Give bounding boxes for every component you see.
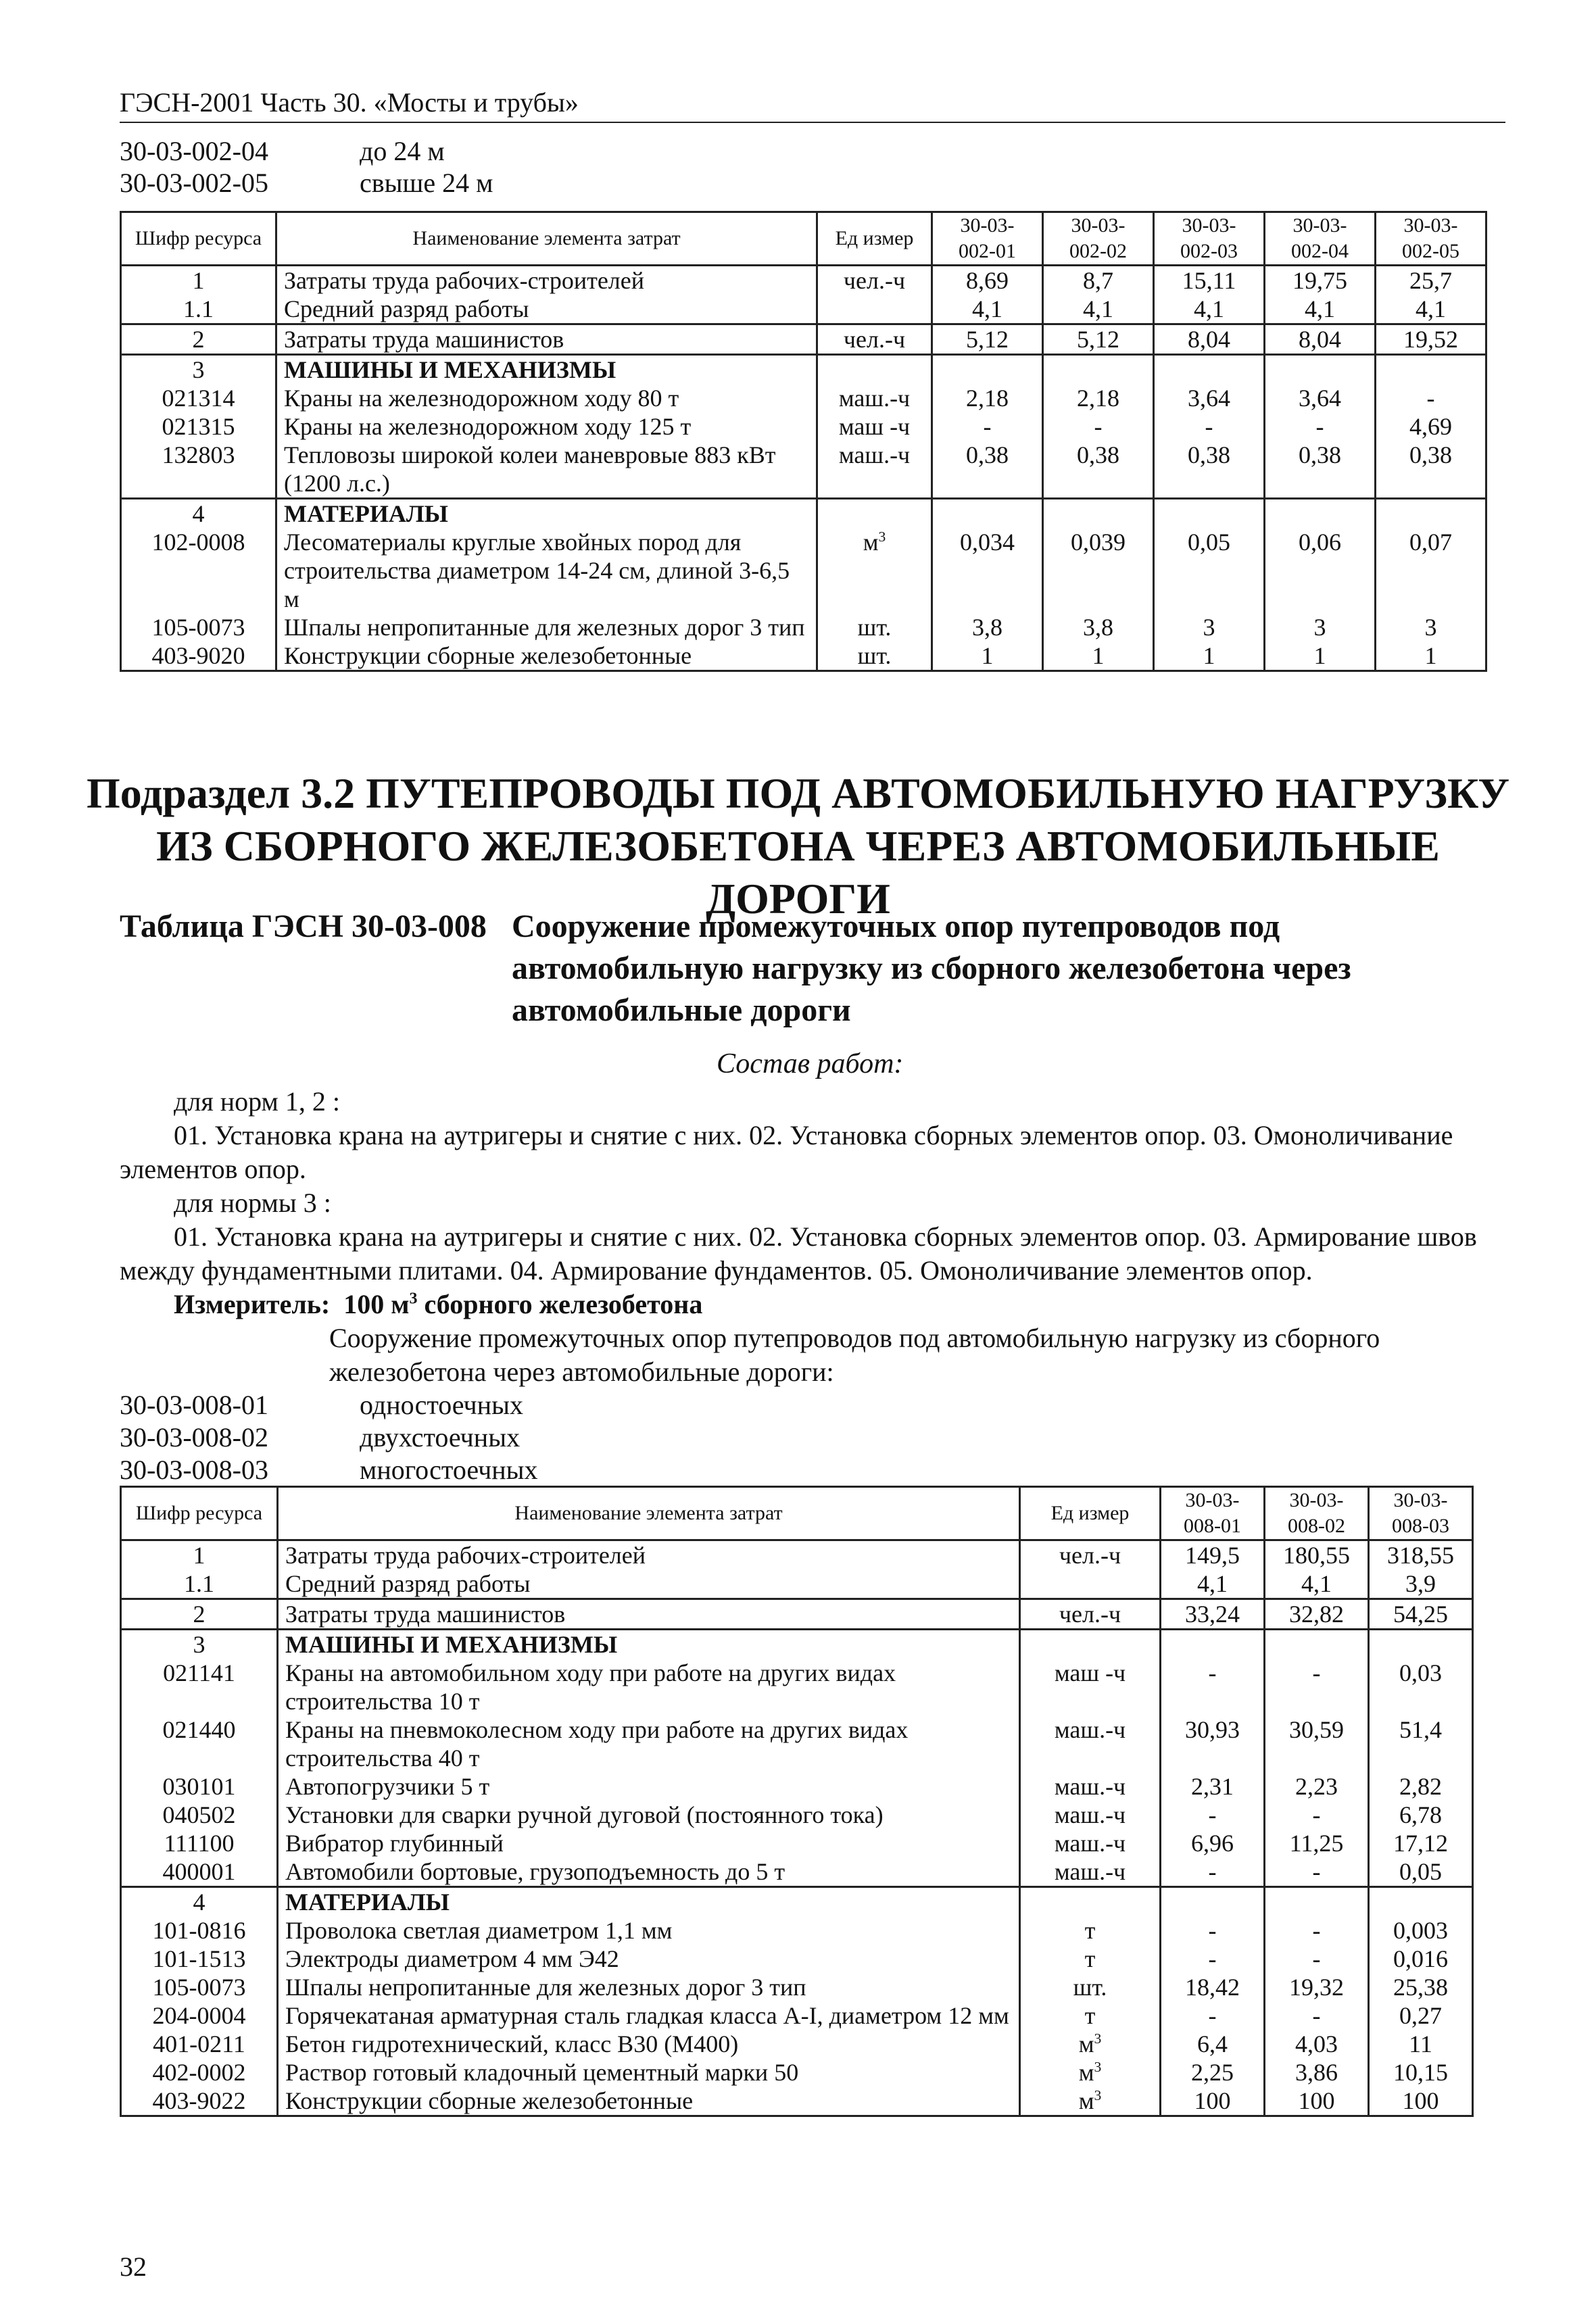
norm-value: [1265, 1630, 1369, 1659]
norm-value: 11: [1369, 2030, 1473, 2058]
norm-value: 0,039: [1043, 528, 1154, 613]
norm-value: 18,42: [1161, 1973, 1265, 2001]
norm-value: 19,52: [1376, 324, 1486, 355]
norm-value: -: [1265, 412, 1376, 441]
norm-value: 0,38: [1376, 441, 1486, 499]
unit: т: [1020, 1945, 1161, 1973]
column-header: Наименование элемента затрат: [276, 212, 817, 266]
norm-value: 0,38: [1043, 441, 1154, 499]
resource-name: Конструкции сборные железобетонные: [278, 2087, 1020, 2116]
norm-value: 25,38: [1369, 1973, 1473, 2001]
resource-code: 3: [121, 1630, 278, 1659]
table-row: [121, 528, 1486, 613]
norm-value: -: [1161, 1801, 1265, 1829]
unit: [817, 295, 932, 324]
resource-code: 132803: [121, 441, 276, 499]
norm-value: 4,1: [1154, 295, 1265, 324]
running-head: ГЭСН-2001 Часть 30. «Мосты и трубы»: [120, 87, 579, 118]
norm-code: 30-03-008-01: [120, 1390, 268, 1420]
norm-code: 30-03-008-03: [120, 1455, 268, 1485]
resource-name: МАШИНЫ И МЕХАНИЗМЫ: [278, 1630, 1020, 1659]
resource-name: Средний разряд работы: [278, 1569, 1020, 1599]
norm-line: [120, 1421, 537, 1454]
norm-value: 3,9: [1369, 1569, 1473, 1599]
column-header: Ед измер: [817, 212, 932, 266]
unit: маш.-ч: [817, 384, 932, 412]
unit-text: $м^3$: [1078, 2030, 1102, 2057]
norm-value: 10,15: [1369, 2058, 1473, 2087]
norms-list-2: [120, 1389, 537, 1486]
column-header: Шифр ресурса: [121, 212, 276, 266]
norm-value: 0,06: [1265, 528, 1376, 613]
unit: маш.-ч: [1020, 1829, 1161, 1857]
norm-value: 2,18: [932, 384, 1043, 412]
table-row: [121, 1599, 1473, 1630]
norm-value: 100: [1161, 2087, 1265, 2116]
norm-value: 3,8: [1043, 613, 1154, 641]
table-row: [121, 324, 1486, 355]
resource-code: 1: [121, 1540, 278, 1570]
norm-value: [1161, 1630, 1265, 1659]
table-row: [121, 1801, 1473, 1829]
unit-text: $м^3$: [863, 529, 886, 556]
meter-value: 100 м: [343, 1289, 410, 1319]
resource-code: 400001: [121, 1857, 278, 1887]
resource-name: Краны на пневмоколесном ходу при работе на других видах строительства 40 т: [278, 1715, 1020, 1772]
meter-label: Измеритель:: [174, 1289, 331, 1319]
norm-value: 19,32: [1265, 1973, 1369, 2001]
column-header: 30-03- 008-02: [1265, 1487, 1369, 1540]
resource-name: Автопогрузчики 5 т: [278, 1772, 1020, 1801]
norm-value: 2,82: [1369, 1772, 1473, 1801]
norm-value: 4,1: [1265, 295, 1376, 324]
norm-value: 4,69: [1376, 412, 1486, 441]
unit: маш -ч: [1020, 1659, 1161, 1715]
resource-code: 3: [121, 355, 276, 385]
table-row: [121, 1945, 1473, 1973]
norm-value: 2,23: [1265, 1772, 1369, 1801]
resource-name: Раствор готовый кладочный цементный марки 50: [278, 2058, 1020, 2087]
table-row: [121, 641, 1486, 671]
norm-value: 2,31: [1161, 1772, 1265, 1801]
column-header: 30-03- 002-04: [1265, 212, 1376, 266]
norm-value: 0,38: [1154, 441, 1265, 499]
resource-name: Бетон гидротехнический, класс В30 (М400): [278, 2030, 1020, 2058]
table-row: [121, 1715, 1473, 1772]
norm-value: [1265, 499, 1376, 529]
norm-value: 3: [1376, 613, 1486, 641]
table-row: [121, 2001, 1473, 2030]
norm-value: -: [1161, 1945, 1265, 1973]
norm-value: 8,69: [932, 266, 1043, 295]
norm-value: [1265, 1887, 1369, 1917]
unit: шт.: [817, 641, 932, 671]
table-row: [121, 384, 1486, 412]
resource-code: 101-0816: [121, 1916, 278, 1945]
norm-value: 6,4: [1161, 2030, 1265, 2058]
column-header: 30-03- 002-02: [1043, 212, 1154, 266]
norm-value: 30,59: [1265, 1715, 1369, 1772]
norm-value: [1265, 355, 1376, 385]
column-header: 30-03- 008-03: [1369, 1487, 1473, 1540]
norm-value: 4,1: [1376, 295, 1486, 324]
norm-value: 3,86: [1265, 2058, 1369, 2087]
resource-code: 401-0211: [121, 2030, 278, 2058]
resource-code: 030101: [121, 1772, 278, 1801]
column-header: Ед измер: [1020, 1487, 1161, 1540]
norm-value: 0,003: [1369, 1916, 1473, 1945]
norm-line: [120, 135, 493, 167]
norm-value: [1369, 1630, 1473, 1659]
resource-code: 021315: [121, 412, 276, 441]
table-row: [121, 499, 1486, 529]
norm-value: 180,55: [1265, 1540, 1369, 1570]
norm-value: 0,03: [1369, 1659, 1473, 1715]
norm-value: -: [1265, 1945, 1369, 1973]
meter-unit-exponent: 3: [409, 1290, 418, 1308]
resource-name: Установки для сварки ручной дуговой (постоянного тока): [278, 1801, 1020, 1829]
table-row: [121, 441, 1486, 499]
norm-value: 11,25: [1265, 1829, 1369, 1857]
resource-name: Лесоматериалы круглые хвойных пород для строительства диаметром 14-24 см, длиной 3-6,5 м: [276, 528, 817, 613]
norm-value: 3: [1265, 613, 1376, 641]
norm-value: 15,11: [1154, 266, 1265, 295]
norm-value: 4,1: [932, 295, 1043, 324]
norm-value: 54,25: [1369, 1599, 1473, 1630]
resource-name: Краны на железнодорожном ходу 80 т: [276, 384, 817, 412]
norm-value: 0,38: [1265, 441, 1376, 499]
unit: [1020, 1569, 1161, 1599]
table-row: [121, 1973, 1473, 2001]
column-header: 30-03- 002-03: [1154, 212, 1265, 266]
resource-code: 111100: [121, 1829, 278, 1857]
norm-value: 6,96: [1161, 1829, 1265, 1857]
unit: [1020, 1887, 1161, 1917]
norm-value: -: [1161, 1916, 1265, 1945]
meter-line: [120, 1288, 1505, 1321]
resource-code: 102-0008: [121, 528, 276, 613]
table-row: [121, 1857, 1473, 1887]
norm-value: 0,016: [1369, 1945, 1473, 1973]
norm-value: -: [1161, 2001, 1265, 2030]
resource-code: 1.1: [121, 1569, 278, 1599]
norm-value: 0,38: [932, 441, 1043, 499]
resource-name: Тепловозы широкой колеи маневровые 883 кВт (1200 л.с.): [276, 441, 817, 499]
resource-name: Конструкции сборные железобетонные: [276, 641, 817, 671]
resource-code: 4: [121, 1887, 278, 1917]
table-row: [121, 412, 1486, 441]
norm-value: -: [1161, 1857, 1265, 1887]
norm-value: 4,03: [1265, 2030, 1369, 2058]
norm-value: -: [1265, 2001, 1369, 2030]
resource-code: 1.1: [121, 295, 276, 324]
norm-value: -: [1043, 412, 1154, 441]
norm-value: 1: [1376, 641, 1486, 671]
norm-value: -: [1161, 1659, 1265, 1715]
unit: маш.-ч: [1020, 1715, 1161, 1772]
resource-code: 403-9022: [121, 2087, 278, 2116]
top-norms-list: [120, 135, 493, 199]
unit: маш.-ч: [1020, 1801, 1161, 1829]
resource-code: 2: [121, 1599, 278, 1630]
unit: [1020, 1630, 1161, 1659]
norm-value: 51,4: [1369, 1715, 1473, 1772]
norm-value: 25,7: [1376, 266, 1486, 295]
resource-name: Затраты труда рабочих-строителей: [276, 266, 817, 295]
table-row: [121, 1887, 1473, 1917]
norm-value: [1154, 499, 1265, 529]
work-text-norm-3: 01. Установка крана на аутригеры и снятие с них. 02. Установка сборных элементов опор. 03. Армирование швов между фундаментными плитами. 04. Армирование фундаментов. 05. Омоноличивание элементов опор.: [120, 1221, 1477, 1286]
norm-desc: многостоечных: [360, 1455, 538, 1485]
norm-value: 32,82: [1265, 1599, 1369, 1630]
table-header-row: [121, 212, 1486, 266]
header-rule: [120, 122, 1505, 123]
norm-value: 30,93: [1161, 1715, 1265, 1772]
resource-code: 021314: [121, 384, 276, 412]
norm-value: 100: [1369, 2087, 1473, 2116]
norm-value: [1376, 355, 1486, 385]
unit: [817, 355, 932, 385]
norm-value: 0,034: [932, 528, 1043, 613]
resource-table-2: [120, 1486, 1474, 2117]
norm-value: 1: [932, 641, 1043, 671]
norm-line: [120, 1389, 537, 1421]
resource-name: Шпалы непропитанные для железных дорог 3 тип: [276, 613, 817, 641]
unit: шт.: [817, 613, 932, 641]
norm-value: [1154, 355, 1265, 385]
unit: чел.-ч: [817, 324, 932, 355]
norm-value: 4,1: [1043, 295, 1154, 324]
norm-value: 3,64: [1265, 384, 1376, 412]
norm-value: 33,24: [1161, 1599, 1265, 1630]
resource-code: 204-0004: [121, 2001, 278, 2030]
table-title-code: Таблица ГЭСН 30-03-008: [120, 908, 487, 944]
unit: [817, 499, 932, 529]
unit: [1020, 2087, 1161, 2116]
norm-value: [1161, 1887, 1265, 1917]
resource-name: Вибратор глубинный: [278, 1829, 1020, 1857]
norm-value: 2,18: [1043, 384, 1154, 412]
norms-intro: Сооружение промежуточных опор путепроводов под автомобильную нагрузку из сборного железобетона через автомобильные дороги:: [329, 1323, 1380, 1387]
norm-value: -: [1265, 1916, 1369, 1945]
resource-code: 4: [121, 499, 276, 529]
norm-value: 1: [1043, 641, 1154, 671]
table-row: [121, 613, 1486, 641]
resource-code: 040502: [121, 1801, 278, 1829]
table-row: [121, 2030, 1473, 2058]
unit: т: [1020, 2001, 1161, 2030]
table-row: [121, 1772, 1473, 1801]
column-header: Наименование элемента затрат: [278, 1487, 1020, 1540]
norm-value: 5,12: [1043, 324, 1154, 355]
resource-table-1: [120, 211, 1487, 672]
column-header: 30-03- 008-01: [1161, 1487, 1265, 1540]
resource-code: 402-0002: [121, 2058, 278, 2087]
norm-value: 3,8: [932, 613, 1043, 641]
table-row: [121, 1829, 1473, 1857]
resource-code: 403-9020: [121, 641, 276, 671]
work-composition-heading: Состав работ:: [717, 1048, 904, 1079]
resource-code: 2: [121, 324, 276, 355]
unit: чел.-ч: [1020, 1599, 1161, 1630]
norm-value: -: [1265, 1659, 1369, 1715]
table-row: [121, 1630, 1473, 1659]
work-label-norms-1-2: для норм 1, 2 :: [174, 1086, 340, 1117]
resource-name: Затраты труда рабочих-строителей: [278, 1540, 1020, 1570]
column-header: 30-03- 002-05: [1376, 212, 1486, 266]
resource-name: Краны на автомобильном ходу при работе на других видах строительства 10 т: [278, 1659, 1020, 1715]
norm-value: [1043, 499, 1154, 529]
table-row: [121, 1569, 1473, 1599]
norm-value: 149,5: [1161, 1540, 1265, 1570]
unit: [1020, 2030, 1161, 2058]
norm-value: [932, 499, 1043, 529]
norm-desc: до 24 м: [360, 136, 445, 166]
resource-code: 105-0073: [121, 613, 276, 641]
unit: чел.-ч: [817, 266, 932, 295]
norm-code: 30-03-002-04: [120, 136, 268, 166]
norm-value: 0,07: [1376, 528, 1486, 613]
norm-value: 1: [1154, 641, 1265, 671]
resource-name: МАШИНЫ И МЕХАНИЗМЫ: [276, 355, 817, 385]
resource-name: Автомобили бортовые, грузоподъемность до 5 т: [278, 1857, 1020, 1887]
norm-value: -: [1376, 384, 1486, 412]
unit: маш.-ч: [1020, 1772, 1161, 1801]
norm-line: [120, 1454, 537, 1486]
resource-name: Шпалы непропитанные для железных дорог 3 тип: [278, 1973, 1020, 2001]
section-title: Подраздел 3.2 ПУТЕПРОВОДЫ ПОД АВТОМОБИЛЬНУЮ НАГРУЗКУ ИЗ СБОРНОГО ЖЕЛЕЗОБЕТОНА ЧЕРЕЗ АВТОМОБИЛЬНЫЕ ДОРОГИ: [86, 769, 1510, 923]
resource-code: 021141: [121, 1659, 278, 1715]
norm-value: [1043, 355, 1154, 385]
norm-value: -: [1265, 1801, 1369, 1829]
work-label-norm-3: для нормы 3 :: [174, 1188, 331, 1218]
resource-name: МАТЕРИАЛЫ: [278, 1887, 1020, 1917]
unit: шт.: [1020, 1973, 1161, 2001]
resource-code: 1: [121, 266, 276, 295]
norm-value: 3: [1154, 613, 1265, 641]
norm-value: [932, 355, 1043, 385]
norm-value: 17,12: [1369, 1829, 1473, 1857]
norm-value: [1369, 1887, 1473, 1917]
norm-value: -: [1154, 412, 1265, 441]
resource-name: Электроды диаметром 4 мм Э42: [278, 1945, 1020, 1973]
resource-code: 021440: [121, 1715, 278, 1772]
resource-name: Проволока светлая диаметром 1,1 мм: [278, 1916, 1020, 1945]
unit: [817, 528, 932, 613]
work-text-norms-1-2: 01. Установка крана на аутригеры и снятие с них. 02. Установка сборных элементов опор. 03. Омоноличивание элементов опор.: [120, 1120, 1453, 1184]
page-number: 32: [120, 2251, 147, 2282]
norm-value: -: [932, 412, 1043, 441]
norm-desc: двухстоечных: [360, 1422, 521, 1453]
resource-name: Краны на железнодорожном ходу 125 т: [276, 412, 817, 441]
norm-value: 4,1: [1265, 1569, 1369, 1599]
norm-value: 6,78: [1369, 1801, 1473, 1829]
unit: [1020, 2058, 1161, 2087]
resource-name: МАТЕРИАЛЫ: [276, 499, 817, 529]
resource-name: Средний разряд работы: [276, 295, 817, 324]
unit: т: [1020, 1916, 1161, 1945]
norm-value: 318,55: [1369, 1540, 1473, 1570]
norm-value: 19,75: [1265, 266, 1376, 295]
table-row: [121, 1540, 1473, 1570]
norm-line: [120, 167, 493, 199]
resource-name: Затраты труда машинистов: [278, 1599, 1020, 1630]
norm-value: 1: [1265, 641, 1376, 671]
unit: чел.-ч: [1020, 1540, 1161, 1570]
norm-value: 5,12: [932, 324, 1043, 355]
norm-value: 0,05: [1369, 1857, 1473, 1887]
unit-text: $м^3$: [1078, 2087, 1102, 2114]
norm-value: 3,64: [1154, 384, 1265, 412]
table-row: [121, 2087, 1473, 2116]
table-row: [121, 295, 1486, 324]
norm-value: [1376, 499, 1486, 529]
resource-code: 101-1513: [121, 1945, 278, 1973]
table-row: [121, 2058, 1473, 2087]
table-title: [120, 906, 1505, 1031]
unit-text: $м^3$: [1078, 2059, 1102, 2086]
norm-value: 8,7: [1043, 266, 1154, 295]
meter-tail: сборного железобетона: [417, 1289, 703, 1319]
norm-value: 0,27: [1369, 2001, 1473, 2030]
table-row: [121, 355, 1486, 385]
column-header: Шифр ресурса: [121, 1487, 278, 1540]
norm-code: 30-03-008-02: [120, 1422, 268, 1453]
norm-value: 8,04: [1265, 324, 1376, 355]
unit: маш.-ч: [1020, 1857, 1161, 1887]
norm-desc: свыше 24 м: [360, 168, 493, 198]
norm-value: 0,05: [1154, 528, 1265, 613]
unit: маш -ч: [817, 412, 932, 441]
table-row: [121, 266, 1486, 295]
norm-value: 100: [1265, 2087, 1369, 2116]
unit: маш.-ч: [817, 441, 932, 499]
resource-name: Горячекатаная арматурная сталь гладкая класса А-I, диаметром 12 мм: [278, 2001, 1020, 2030]
table-row: [121, 1659, 1473, 1715]
norm-value: 2,25: [1161, 2058, 1265, 2087]
norm-code: 30-03-002-05: [120, 168, 268, 198]
norm-desc: одностоечных: [360, 1390, 523, 1420]
table-row: [121, 1916, 1473, 1945]
norm-value: -: [1265, 1857, 1369, 1887]
norm-value: 8,04: [1154, 324, 1265, 355]
table-title-text: Сооружение промежуточных опор путепроводов под автомобильную нагрузку из сборного железобетона через автомобильные дороги: [512, 908, 1351, 1028]
resource-name: Затраты труда машинистов: [276, 324, 817, 355]
column-header: 30-03- 002-01: [932, 212, 1043, 266]
norm-value: 4,1: [1161, 1569, 1265, 1599]
resource-code: 105-0073: [121, 1973, 278, 2001]
table-header-row: [121, 1487, 1473, 1540]
